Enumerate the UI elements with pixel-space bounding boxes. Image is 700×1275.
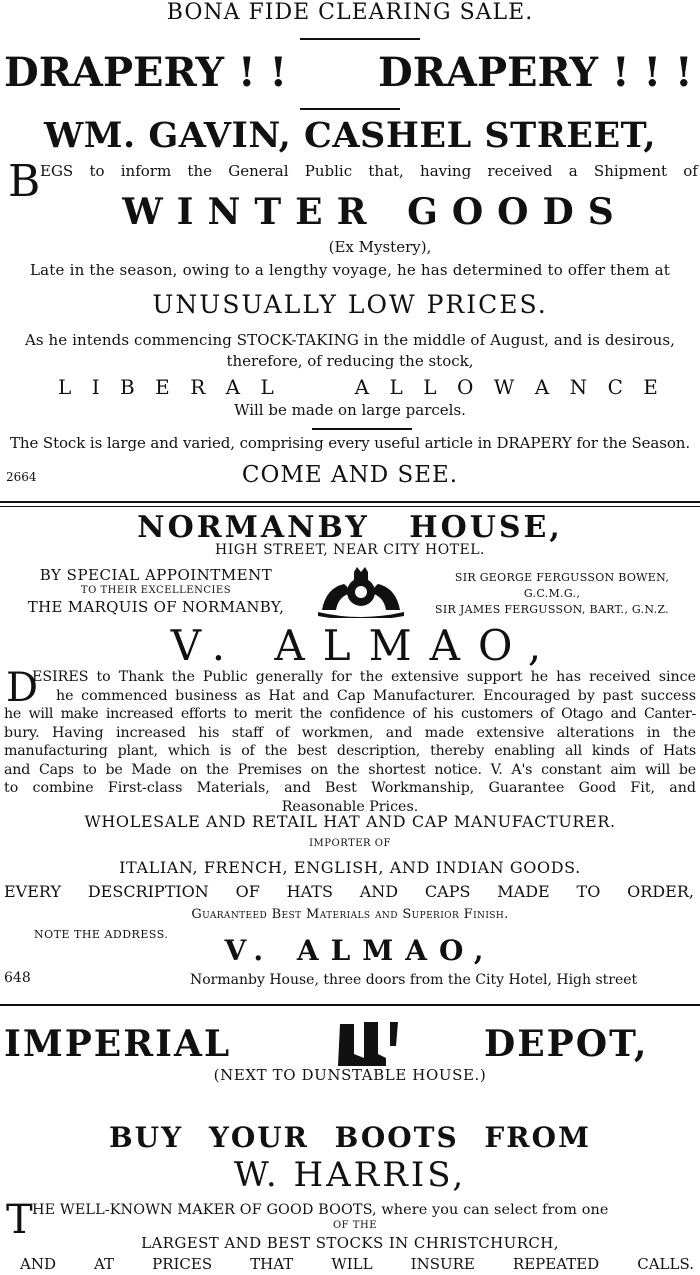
reference-number: 648 (4, 970, 31, 986)
wholesale-line: WHOLESALE AND RETAIL HAT AND CAP MANUFACTURER. (84, 812, 616, 831)
therefore-line: therefore, of reducing the stock, (226, 352, 474, 370)
stocktaking-line: As he intends commencing STOCK-TAKING in the middle of August, and is desirous, (24, 331, 676, 349)
word: to (89, 162, 105, 180)
body-line: bury. Having increased his staff of workmen, and made extensive alterations in the (4, 724, 696, 741)
boot-emblem-icon (334, 1020, 406, 1068)
imperial-label: IMPERIAL (4, 1023, 232, 1065)
closing-row (0, 460, 700, 492)
liberal-allowance (58, 374, 658, 400)
divider (300, 38, 420, 40)
almao-name-repeat: V. ALMAO, (224, 934, 496, 967)
prices-calls-line (20, 1254, 694, 1274)
divider (300, 108, 400, 110)
word: THAT (250, 1255, 294, 1273)
section-divider (0, 501, 700, 507)
body-line: to combine First-class Materials, and Best Workmanship, Guarantee Good Fit, and (4, 780, 696, 796)
body-line: ESIRES to Thank the Public generally for the extensive support he has received since (32, 669, 696, 685)
low-prices-line: UNUSUALLY LOW PRICES. (152, 290, 548, 319)
word: REPEATED (512, 1255, 600, 1273)
word: that, (368, 162, 404, 180)
body-line: OF THE (332, 1220, 377, 1231)
body-line: he will make increased efforts to merit the confidence of his customers of Otago and Canter- (4, 706, 696, 722)
royal-coat-of-arms-icon (314, 566, 408, 618)
drop-cap: B (8, 156, 41, 207)
note-the-address: NOTE THE ADDRESS. (34, 928, 169, 941)
letter: A (225, 375, 241, 399)
importer-line: IMPORTER OF (309, 838, 391, 849)
body-line: Reasonable Prices. (281, 798, 419, 815)
letter: E (643, 375, 658, 399)
buy-boots-line: BUY YOUR BOOTS FROM (109, 1121, 591, 1154)
body-line: manufacturing plant, which is of the best description, thereby enabling all kinds of Hats (4, 743, 696, 759)
divider (312, 428, 412, 430)
appointment-right (404, 570, 700, 618)
word: a (568, 162, 578, 180)
almao-body (4, 665, 696, 816)
body-line: HE WELL-KNOWN MAKER OF GOOD BOOTS, where you can select from one (32, 1202, 609, 1218)
word: having (420, 162, 472, 180)
sale-header: BONA FIDE CLEARING SALE. (166, 0, 534, 25)
letter: C (607, 375, 623, 399)
letter (294, 374, 334, 400)
word: EGS (40, 162, 74, 180)
reference-number: 2664 (6, 470, 37, 484)
word: MADE (497, 882, 550, 901)
governor-line: G.C.M.G., (523, 587, 581, 600)
letter: L (260, 375, 274, 399)
body-line: and Caps to be Made on the Premises on the shortest notice. V. A's constant aim will be (4, 761, 696, 778)
letter: B (120, 375, 135, 399)
normanby-house-title: NORMANBY HOUSE, (137, 510, 563, 545)
body-line: LARGEST AND BEST STOCKS IN CHRISTCHURCH, (141, 1234, 559, 1252)
body-line: he commenced business as Hat and Cap Manufacturer. Encouraged by past success (56, 687, 696, 704)
word: HATS (286, 882, 333, 901)
almao-footer (0, 968, 700, 992)
goods-line: ITALIAN, FRENCH, ENGLISH, AND INDIAN GOODS. (119, 858, 581, 877)
governor-line: SIR JAMES FERGUSSON, BART., G.N.Z. (435, 603, 669, 616)
letter: E (155, 375, 170, 399)
intro-words (40, 160, 698, 182)
word: TO (576, 882, 601, 901)
letter: N (569, 375, 588, 399)
section-divider (0, 1004, 700, 1006)
word: the (187, 162, 212, 180)
letter: W (493, 375, 515, 399)
almao-name: V. ALMAO, (170, 621, 560, 670)
come-and-see: COME AND SEE. (241, 462, 459, 488)
merchant-name: WM. GAVIN, CASHEL STREET, (43, 115, 657, 156)
appointment-left (0, 566, 312, 616)
word: EVERY (4, 882, 62, 901)
drop-cap: D (6, 665, 39, 711)
word: DESCRIPTION (87, 882, 209, 901)
word: received (487, 162, 553, 180)
appointment-line: THE MARQUIS OF NORMANBY, (27, 598, 285, 616)
drapery-right: DRAPERY ! ! ! (378, 49, 693, 96)
word: General (228, 162, 289, 180)
word: Public (304, 162, 353, 180)
ship-name: (Ex Mystery), (328, 238, 432, 256)
normanby-address: HIGH STREET, NEAR CITY HOTEL. (214, 542, 485, 558)
drapery-left: DRAPERY ! ! (4, 49, 288, 96)
every-description-line (4, 880, 694, 904)
word: CALLS. (637, 1255, 694, 1273)
harris-body (4, 1197, 696, 1254)
word: Shipment (593, 162, 668, 180)
drapery-banner (0, 46, 700, 104)
word: AND (359, 882, 399, 901)
winter-goods-title: WINTER GOODS (122, 191, 628, 233)
appointment-line: BY SPECIAL APPOINTMENT (39, 566, 273, 584)
letter: L (389, 375, 403, 399)
letter: O (456, 375, 474, 399)
guarantee-line: Guaranteed Best Materials and Superior Finish. (191, 907, 509, 922)
location-line: Normanby House, three doors from the City Hotel, High street (190, 972, 638, 988)
depot-label: DEPOT, (484, 1023, 649, 1065)
stock-line: The Stock is large and varied, comprising every useful article in DRAPERY for the Season. (9, 434, 691, 452)
governor-line: SIR GEORGE FERGUSSON BOWEN, (454, 571, 670, 584)
word: PRICES (152, 1255, 213, 1273)
word: ORDER, (627, 882, 694, 901)
letter: A (534, 375, 550, 399)
word: inform (120, 162, 172, 180)
word: AND (20, 1255, 56, 1273)
letter: I (91, 375, 100, 399)
word: CAPS (424, 882, 471, 901)
word: INSURE (410, 1255, 475, 1273)
word: OF (235, 882, 260, 901)
letter: R (190, 375, 206, 399)
next-to-line: (NEXT TO DUNSTABLE HOUSE.) (213, 1066, 487, 1084)
letter: L (423, 375, 437, 399)
word: WILL (331, 1255, 373, 1273)
harris-name: W. HARRIS, (233, 1155, 467, 1195)
late-season-line: Late in the season, owing to a lengthy voyage, he has determined to offer them at (30, 261, 670, 279)
appointment-line: TO THEIR EXCELLENCIES (80, 585, 232, 596)
letter: L (58, 375, 72, 399)
drop-cap: T (6, 1197, 33, 1243)
word: AT (94, 1255, 115, 1273)
parcels-line: Will be made on large parcels. (234, 401, 466, 419)
letter: A (354, 375, 370, 399)
word: of (683, 162, 698, 180)
